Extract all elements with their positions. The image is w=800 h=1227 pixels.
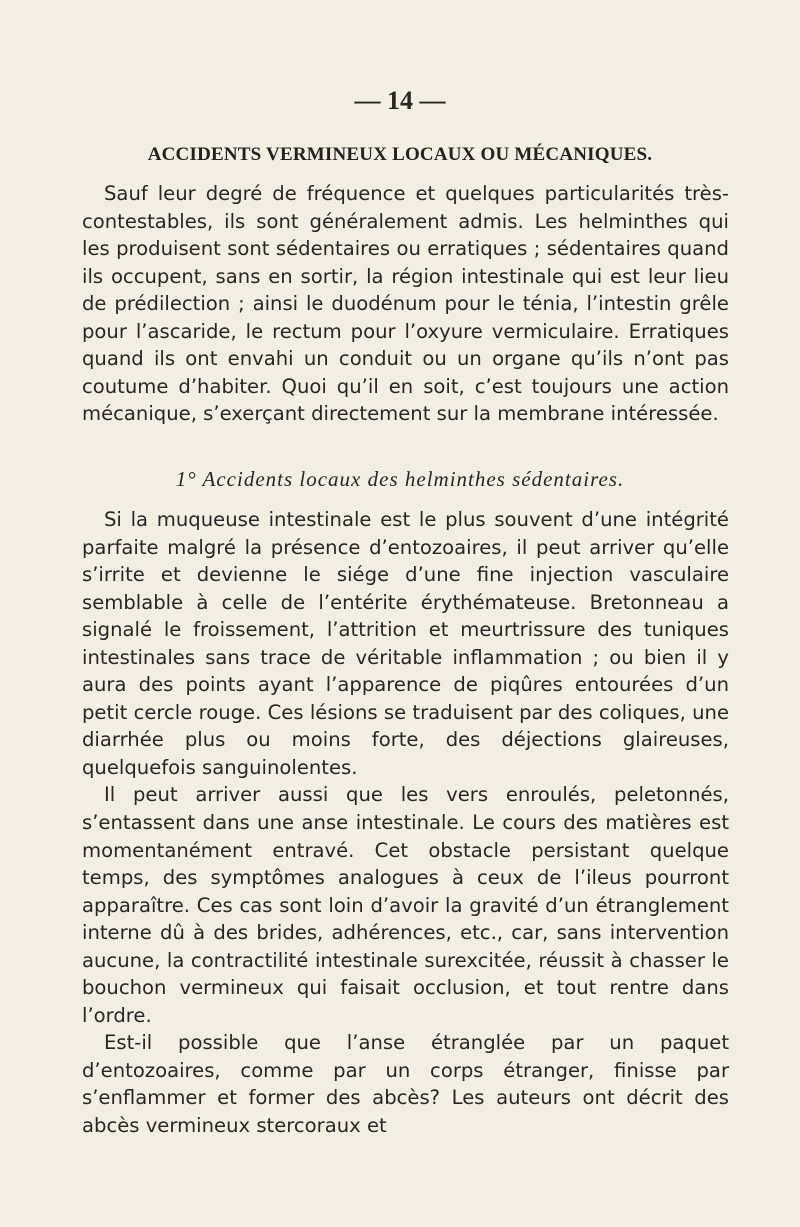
paragraph: Si la muqueuse intestinale est le plus souvent d’une intégrité parfaite malgré la présence d’entozoaires, il peut arriver qu’elle s’irrite et devienne le siége d’une fine injection vasculaire semblable à celle de l’entérite érythémateuse. Bretonneau a signalé le froissement, l’attrition et meurtrissure des tuniques intestinales sans trace de véritable inflammation ; ou bien il y aura des points ayant l’apparence de piqûres entourées d’un petit cercle rouge. Ces lésions se traduisent par des coliques, une diarrhée plus ou moins forte, des déjections glaireuses, quelquefois sanguinolentes. <box>82 508 729 779</box>
page-number: — 14 — <box>354 86 446 115</box>
paragraph: Est-il possible que l’anse étranglée par un paquet d’entozoaires, comme par un corps étranger, finisse par s’enflammer et former des abcès? Les auteurs ont décrit des abcès vermineux stercoraux et <box>82 1031 729 1138</box>
subsection-text-block <box>82 506 729 1140</box>
section-heading: ACCIDENTS VERMINEUX LOCAUX OU MÉCANIQUES. <box>147 144 653 165</box>
subsection-heading: 1° Accidents locaux des helminthes sédentaires. <box>175 467 625 491</box>
intro-paragraph: Sauf leur degré de fréquence et quelques particularités très-contestables, ils sont généralement admis. Les helminthes qui les produisent sont sédentaires ou erratiques ; sédentaires quand ils occupent, sans en sortir, la région intestinale qui est leur lieu de prédilection ; ainsi le duodénum pour le ténia, l’intestin grêle pour l’ascaride, le rectum pour l’oxyure vermiculaire. Erratiques quand ils ont envahi un conduit ou un organe qu’ils n’ont pas coutume d’habiter. Quoi qu’il en soit, c’est toujours une action mécanique, s’exerçant directement sur la membrane intéressée. <box>82 182 729 426</box>
paragraph: Il peut arriver aussi que les vers enroulés, peletonnés, s’entassent dans une anse intestinale. Le cours des matières est momentanément entravé. Cet obstacle persistant quelque temps, des symptômes analogues à ceux de l’ileus pourront apparaître. Ces cas sont loin d’avoir la gravité d’un étranglement interne dû à des brides, adhérences, etc., car, sans intervention aucune, la contractilité intestinale surexcitée, réussit à chasser le bouchon vermineux qui faisait occlusion, et tout rentre dans l’ordre. <box>82 783 729 1027</box>
intro-text-block <box>82 180 729 428</box>
